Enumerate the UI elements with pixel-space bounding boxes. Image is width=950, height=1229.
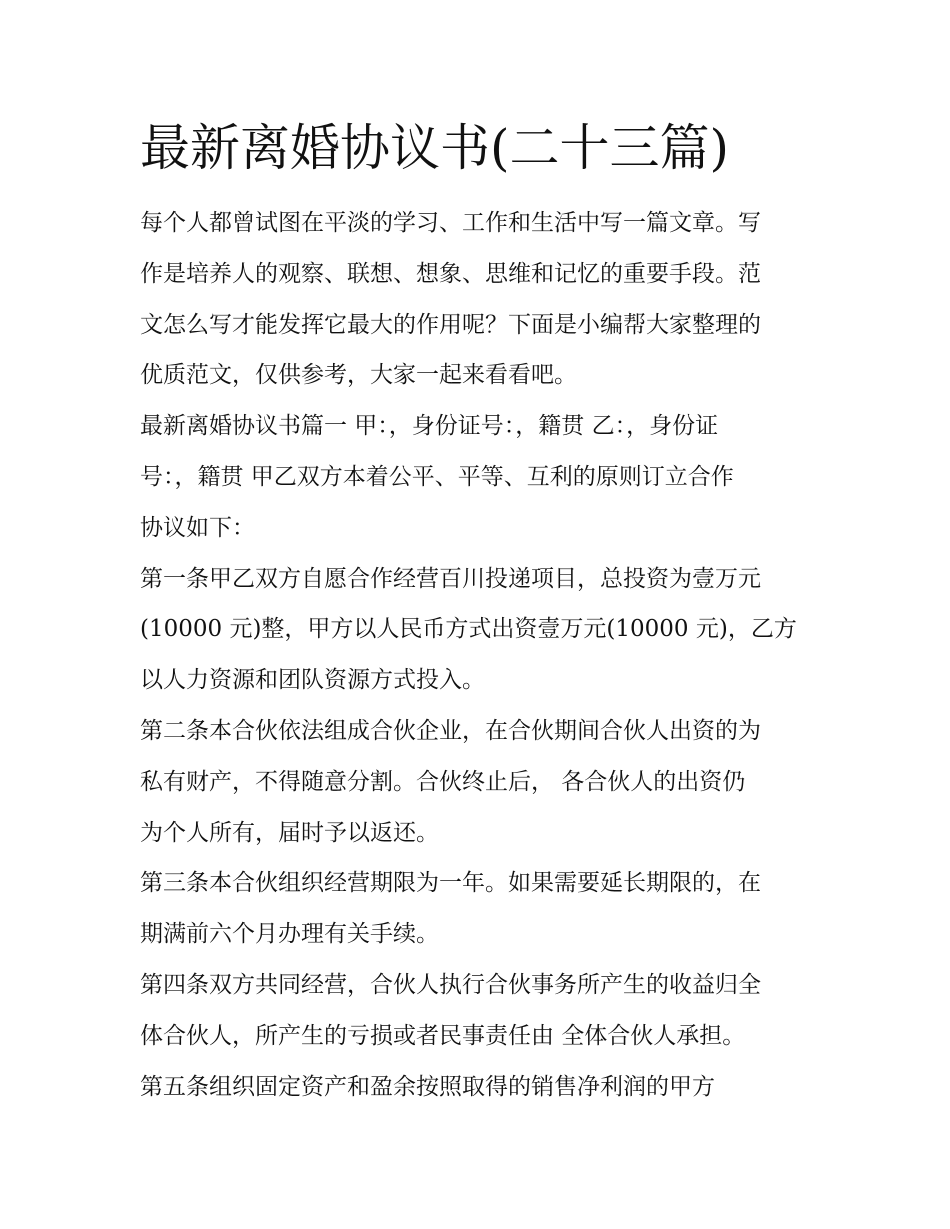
body-line: 以人力资源和团队资源方式投入。 [140,667,485,694]
body-line: 文怎么写才能发挥它最大的作用呢？下面是小编帮大家整理的 [140,311,761,338]
body-line: 第四条双方共同经营，合伙人执行合伙事务所产生的收益归全 [140,971,761,998]
body-line: 私有财产，不得随意分割。合伙终止后， 各合伙人的出资仍 [140,768,746,795]
body-line: 第二条本合伙依法组成合伙企业，在合伙期间合伙人出资的为 [140,717,761,744]
body-line: 号：，籍贯 甲乙双方本着公平、平等、互利的原则订立合作 [140,463,734,490]
body-line: 为个人所有，届时予以返还。 [140,819,439,846]
body-line: 作是培养人的观察、联想、想象、思维和记忆的重要手段。范 [140,260,761,287]
document-title: 最新离婚协议书(二十三篇) [140,119,730,177]
body-line: 协议如下： [140,514,255,541]
body-line: 每个人都曾试图在平淡的学习、工作和生活中写一篇文章。写 [140,210,761,236]
body-line: 第五条组织固定资产和盈余按照取得的销售净利润的甲方 [140,1073,715,1100]
body-line: 第一条甲乙双方自愿合作经营百川投递项目，总投资为壹万元 [140,565,761,592]
document-body [140,198,820,1112]
body-line: 期满前六个月办理有关手续。 [140,921,439,948]
body-line: 第三条本合伙组织经营期限为一年。如果需要延长期限的，在 [140,870,761,897]
body-line: 优质范文，仅供参考，大家一起来看看吧。 [140,362,577,389]
body-line: (10000 元)整，甲方以人民币方式出资壹万元(10000 元)，乙方 [140,616,797,643]
body-line: 最新离婚协议书篇一 甲：，身份证号：，籍贯 乙：，身份证 [140,413,719,440]
body-line: 体合伙人，所产生的亏损或者民事责任由 全体合伙人承担。 [140,1022,746,1049]
